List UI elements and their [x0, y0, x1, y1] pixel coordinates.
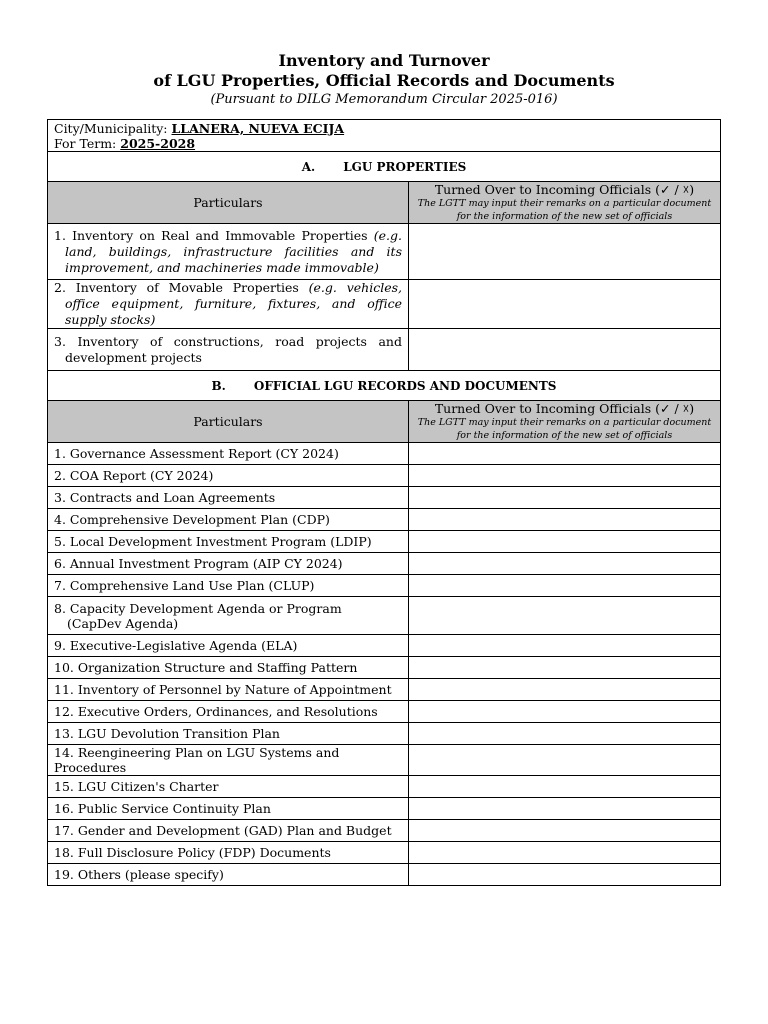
record-turnover-cell[interactable] — [409, 465, 721, 487]
document-subtitle: (Pursuant to DILG Memorandum Circular 2025-016) — [210, 92, 558, 107]
record-turnover-cell[interactable] — [409, 679, 721, 701]
record-turnover-cell[interactable] — [409, 635, 721, 657]
section-b-turnover-title: Turned Over to Incoming Officials (✓ / ☓) — [434, 401, 695, 416]
city-label: City/Municipality: — [54, 120, 168, 136]
record-row — [48, 842, 721, 864]
record-particular: 16. Public Service Continuity Plan — [48, 798, 409, 820]
record-turnover-cell[interactable] — [409, 776, 721, 798]
section-b-title: OFFICIAL LGU RECORDS AND DOCUMENTS — [253, 378, 557, 393]
record-turnover-cell[interactable] — [409, 864, 721, 886]
record-particular: 2. COA Report (CY 2024) — [48, 465, 409, 487]
section-b-heading — [48, 371, 721, 401]
record-turnover-cell[interactable] — [409, 575, 721, 597]
record-row — [48, 509, 721, 531]
record-turnover-cell[interactable] — [409, 745, 721, 776]
section-b-column-header-row — [48, 401, 721, 443]
property-particular: 2. Inventory of Movable Properties (e.g. vehicles, office equipment, furniture, fixtures, and office supply stocks) — [48, 280, 409, 329]
section-a-turnover-note-2: for the information of the new set of officials — [456, 211, 673, 222]
section-a-turnover-note-1: The LGTT may input their remarks on a particular document — [417, 198, 712, 209]
section-a-title: LGU PROPERTIES — [343, 159, 467, 174]
record-particular: 19. Others (please specify) — [48, 864, 409, 886]
record-particular: 6. Annual Investment Program (AIP CY 2024) — [48, 553, 409, 575]
turnover-form-table — [47, 119, 721, 886]
record-row — [48, 723, 721, 745]
record-particular: 14. Reengineering Plan on LGU Systems and Procedures — [48, 745, 409, 776]
property-particular: 3. Inventory of constructions, road projects and development projects — [48, 329, 409, 371]
record-row — [48, 443, 721, 465]
property-turnover-cell[interactable] — [409, 329, 721, 371]
property-row — [48, 280, 721, 329]
record-row — [48, 487, 721, 509]
document-title-line2: of LGU Properties, Official Records and Documents — [153, 71, 615, 90]
city-value: LLANERA, NUEVA ECIJA — [171, 120, 345, 136]
record-row — [48, 531, 721, 553]
record-particular: 1. Governance Assessment Report (CY 2024) — [48, 443, 409, 465]
record-particular: 11. Inventory of Personnel by Nature of Appointment — [48, 679, 409, 701]
record-turnover-cell[interactable] — [409, 487, 721, 509]
section-a-turnover-header — [409, 182, 721, 224]
record-particular: 13. LGU Devolution Transition Plan — [48, 723, 409, 745]
record-particular: 5. Local Development Investment Program (LDIP) — [48, 531, 409, 553]
section-b-turnover-header — [409, 401, 721, 443]
section-a-letter: A. — [301, 159, 316, 174]
term-value: 2025-2028 — [120, 135, 196, 151]
record-row — [48, 701, 721, 723]
record-particular: 4. Comprehensive Development Plan (CDP) — [48, 509, 409, 531]
info-row — [48, 120, 721, 152]
property-turnover-cell[interactable] — [409, 224, 721, 280]
record-turnover-cell[interactable] — [409, 820, 721, 842]
record-row — [48, 745, 721, 776]
document-title-line1: Inventory and Turnover — [278, 51, 490, 70]
record-row — [48, 553, 721, 575]
property-particular: 1. Inventory on Real and Immovable Properties (e.g. land, buildings, infrastructure facilities and its improvement, and machineries made immovable) — [48, 224, 409, 280]
record-turnover-cell[interactable] — [409, 531, 721, 553]
record-row — [48, 465, 721, 487]
record-turnover-cell[interactable] — [409, 723, 721, 745]
section-b-particulars-header: Particulars — [48, 401, 409, 443]
record-turnover-cell[interactable] — [409, 443, 721, 465]
section-b-turnover-note-1: The LGTT may input their remarks on a particular document — [417, 417, 712, 428]
record-turnover-cell[interactable] — [409, 553, 721, 575]
record-row — [48, 820, 721, 842]
record-particular: 8. Capacity Development Agenda or Program (CapDev Agenda) — [48, 597, 409, 635]
record-particular: 9. Executive-Legislative Agenda (ELA) — [48, 635, 409, 657]
property-row — [48, 329, 721, 371]
section-a-heading-row — [48, 152, 721, 182]
record-row — [48, 657, 721, 679]
section-b-turnover-note-2: for the information of the new set of officials — [456, 430, 673, 441]
term-line — [54, 136, 714, 151]
record-row — [48, 597, 721, 635]
record-row — [48, 679, 721, 701]
section-a-column-header-row — [48, 182, 721, 224]
section-b-letter: B. — [211, 378, 226, 393]
record-row — [48, 776, 721, 798]
record-particular: 15. LGU Citizen's Charter — [48, 776, 409, 798]
record-particular: 10. Organization Structure and Staffing Pattern — [48, 657, 409, 679]
record-particular: 18. Full Disclosure Policy (FDP) Documents — [48, 842, 409, 864]
record-turnover-cell[interactable] — [409, 657, 721, 679]
section-a-particulars-header: Particulars — [48, 182, 409, 224]
info-cell — [48, 120, 721, 152]
record-row — [48, 635, 721, 657]
record-row — [48, 575, 721, 597]
record-particular: 7. Comprehensive Land Use Plan (CLUP) — [48, 575, 409, 597]
record-particular: 17. Gender and Development (GAD) Plan and Budget — [48, 820, 409, 842]
property-turnover-cell[interactable] — [409, 280, 721, 329]
record-turnover-cell[interactable] — [409, 509, 721, 531]
record-particular: 3. Contracts and Loan Agreements — [48, 487, 409, 509]
section-a-heading — [48, 152, 721, 182]
section-a-turnover-title: Turned Over to Incoming Officials (✓ / ☓) — [434, 182, 695, 197]
record-particular: 12. Executive Orders, Ordinances, and Resolutions — [48, 701, 409, 723]
record-turnover-cell[interactable] — [409, 701, 721, 723]
term-label: For Term: — [54, 135, 117, 151]
record-row — [48, 864, 721, 886]
city-line — [54, 121, 714, 136]
record-turnover-cell[interactable] — [409, 798, 721, 820]
record-turnover-cell[interactable] — [409, 597, 721, 635]
section-b-heading-row — [48, 371, 721, 401]
property-row — [48, 224, 721, 280]
record-turnover-cell[interactable] — [409, 842, 721, 864]
record-row — [48, 798, 721, 820]
